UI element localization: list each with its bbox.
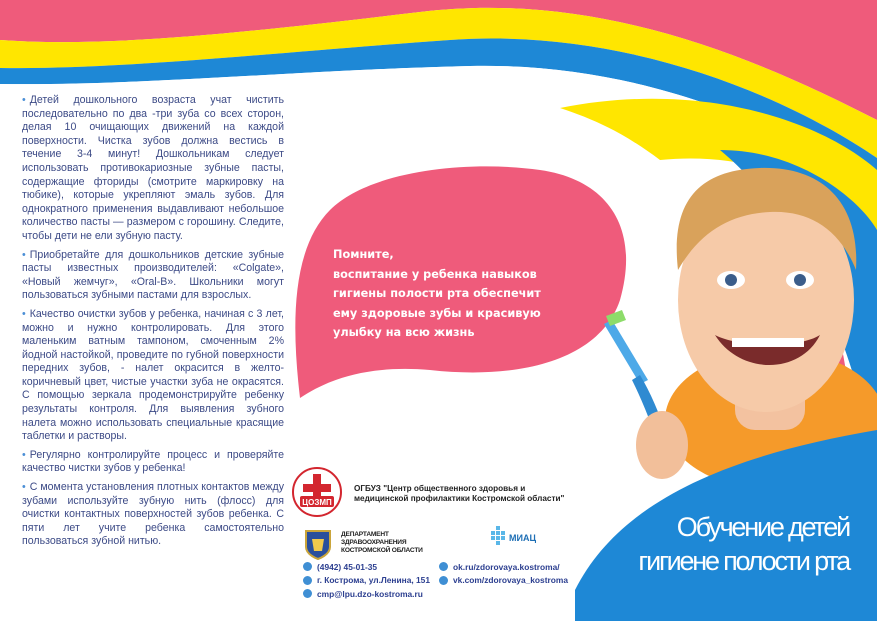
- title-line-1: Обучение детей: [676, 512, 849, 542]
- department-name: [341, 531, 451, 555]
- vk-icon: [439, 576, 448, 585]
- vk-row: [439, 574, 568, 588]
- email-link[interactable]: cmp@lpu.dzo-kostroma.ru: [317, 588, 423, 599]
- bubble-line-3: гигиены полости рта обеспечит: [333, 287, 541, 300]
- bullet-5: [22, 481, 284, 549]
- address-text: г. Кострома, ул.Ленина, 151: [317, 575, 430, 586]
- miac-logo-icon: [489, 523, 545, 549]
- bubble-line-5: улыбку на всю жизнь: [333, 326, 475, 339]
- phone-icon: [303, 562, 312, 571]
- ok-row: [439, 560, 568, 574]
- text-column: [22, 94, 284, 554]
- bullet-5-text: С момента установления плотных контактов между зубами используйте зубную нить (флосс) для очистки контактных поверхностей зубов ребенка. С пяти лет учите ребенка самостоятельно пользоваться зубной нитью.: [22, 481, 284, 548]
- brochure-title: [638, 510, 849, 578]
- vk-link[interactable]: vk.com/zdorovaya_kostroma: [453, 575, 568, 586]
- bullet-2: [22, 249, 284, 303]
- address-row: [303, 574, 430, 588]
- phone-text: (4942) 45-01-35: [317, 561, 378, 572]
- bullet-dot: •: [22, 307, 26, 320]
- bullet-3: [22, 308, 284, 444]
- bullet-3-text: Качество очистки зубов у ребенка, начиная с 3 лет, можно и нужно контролировать. Для этого маленьким ватным тампоном, смоченным 2% йодной настойкой, проведите по губной поверхности передних зубов, - налет окрасится в желто-коричневый цвет, чистые участки зуба не окрасятся. С помощью зеркала продемонстрируйте ребенку результаты контроля. Для выявления зубного налета можно использовать специальные красящие таблетки и растворы.: [22, 307, 284, 443]
- bubble-message: [333, 245, 578, 343]
- bullet-dot: •: [22, 248, 26, 261]
- title-line-2: гигиене полости рта: [638, 546, 849, 576]
- org-name: [354, 484, 584, 504]
- bubble-line-4: ему здоровые зубы и красивую: [333, 306, 541, 320]
- email-row: [303, 587, 430, 601]
- org-name-line-1: ОГБУЗ "Центр общественного здоровья и: [354, 484, 526, 493]
- bullet-dot: •: [22, 481, 26, 494]
- miac-logo-text: МИАЦ: [509, 533, 537, 543]
- bullet-2-text: Приобретайте для дошкольников детские зубные пасты известных производителей: «Colgate», «Новый жемчуг», «Oral-B». Школьники могут пользоваться зубными пастами для взрослых.: [22, 248, 284, 302]
- contacts-right: [439, 560, 568, 587]
- cozmp-logo-icon: [291, 466, 343, 518]
- bullet-1-text: Детей дошкольного возраста учат чистить последовательно по два -три зуба со всех сторон, делая 10 очищающих движений на каждой поверхности. Чистка зубов должна вестись в течение 3-4 минут! Дошкольникам следует использовать противокариозные зубные пасты, содержащие фториды (смотрите маркировку на тюбике), которые укрепляют эмаль зубов. Для однократного применения выдавливают небольшое количество пасты — размером с горошину. Следите, чтобы дети не ели зубную пасту.: [22, 94, 284, 242]
- contacts-left: [303, 560, 430, 601]
- bubble-line-1: Помните,: [333, 248, 394, 261]
- location-icon: [303, 576, 312, 585]
- department-line-1: ДЕПАРТАМЕНТ ЗДРАВООХРАНЕНИЯ: [341, 531, 407, 546]
- cozmp-logo-text: ЦОЗМП: [302, 498, 332, 507]
- ok-link[interactable]: ok.ru/zdorovaya.kostroma/: [453, 561, 560, 572]
- bubble-line-2: воспитание у ребенка навыков: [333, 267, 537, 281]
- department-line-2: КОСТРОМСКОЙ ОБЛАСТИ: [341, 547, 423, 554]
- org-name-line-2: медицинской профилактики Костромской области": [354, 494, 565, 503]
- bullet-dot: •: [22, 94, 26, 106]
- ok-icon: [439, 562, 448, 571]
- bullet-1: [22, 94, 284, 244]
- department-emblem-icon: [300, 525, 336, 561]
- phone-row: [303, 560, 430, 574]
- bullet-dot: •: [22, 448, 26, 461]
- bullet-4-text: Регулярно контролируйте процесс и проверяйте качество чистки зубов у ребенка!: [22, 448, 284, 475]
- email-icon: [303, 589, 312, 598]
- bullet-4: [22, 449, 284, 476]
